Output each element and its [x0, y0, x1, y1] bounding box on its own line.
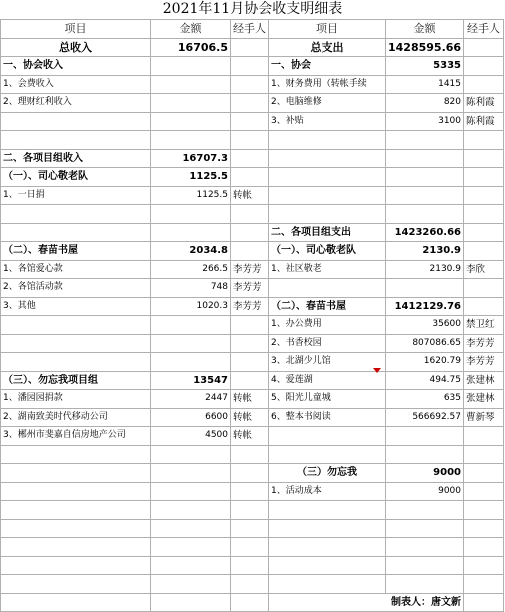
income-item-name: 1、各馆爱心款: [1, 260, 151, 279]
expense-item-amount: 494.75: [386, 371, 464, 390]
empty-cell: [1, 575, 151, 594]
expense-item-handler: 张建林: [464, 390, 504, 409]
income-item-amount: 1125.5: [151, 186, 231, 205]
empty-cell: [464, 242, 504, 261]
empty-cell: [269, 427, 386, 446]
empty-cell: [151, 445, 231, 464]
expense-item-amount: 35600: [386, 316, 464, 335]
income-item-handler: [231, 94, 269, 113]
empty-cell: [1, 334, 151, 353]
empty-cell: [151, 223, 231, 242]
income-group3-title: （三）、勿忘我项目组: [1, 371, 151, 390]
table-row: [1, 390, 504, 409]
expense-item-amount: 9000: [386, 482, 464, 501]
empty-cell: [231, 593, 269, 612]
empty-cell: [464, 464, 504, 483]
empty-cell: [1, 445, 151, 464]
expense-item-name: 1、活动成本: [269, 482, 386, 501]
table-row: [1, 334, 504, 353]
empty-cell: [269, 556, 386, 575]
empty-cell: [464, 593, 504, 612]
empty-cell: [1, 556, 151, 575]
table-row: [1, 538, 504, 557]
expense-item-name: 2、电脑维修: [269, 94, 386, 113]
empty-cell: [269, 205, 386, 224]
table-row: [1, 168, 504, 187]
empty-cell: [231, 556, 269, 575]
empty-cell: [386, 575, 464, 594]
empty-cell: [151, 482, 231, 501]
table-row: [1, 149, 504, 168]
total-income-label: 总收入: [1, 38, 151, 57]
empty-cell: [1, 593, 151, 612]
income-item-name: 1、一日捐: [1, 186, 151, 205]
empty-cell: [231, 242, 269, 261]
income-group1-value: 1125.5: [151, 168, 231, 187]
income-item-name: 1、会费收入: [1, 75, 151, 94]
col-header-amount-right: 金额: [386, 20, 464, 39]
expense-item-amount: 1620.79: [386, 353, 464, 372]
empty-cell: [151, 575, 231, 594]
expense-item-amount: 3100: [386, 112, 464, 131]
empty-cell: [231, 501, 269, 520]
total-expense-label: 总支出: [269, 38, 386, 57]
expense-group1-title: （一）、司心敬老队: [269, 242, 386, 261]
empty-cell: [464, 445, 504, 464]
empty-cell: [464, 149, 504, 168]
empty-cell: [386, 556, 464, 575]
empty-cell: [151, 131, 231, 150]
expense-item-name: 5、阳光儿童城: [269, 390, 386, 409]
table-row: [1, 75, 504, 94]
income-item-amount: [151, 94, 231, 113]
empty-cell: [231, 205, 269, 224]
empty-cell: [151, 593, 231, 612]
empty-cell: [386, 427, 464, 446]
expense-item-handler: 李芳芳: [464, 334, 504, 353]
expense-item-handler: [464, 75, 504, 94]
empty-cell: [231, 38, 269, 57]
empty-cell: [1, 482, 151, 501]
totals-row: [1, 38, 504, 57]
empty-cell: [464, 168, 504, 187]
empty-cell: [464, 519, 504, 538]
table-row: [1, 94, 504, 113]
income-item-amount: 266.5: [151, 260, 231, 279]
empty-cell: [269, 445, 386, 464]
col-header-handler-right: 经手人: [464, 20, 504, 39]
table-row: [1, 279, 504, 298]
empty-cell: [231, 538, 269, 557]
empty-cell: [231, 168, 269, 187]
empty-cell: [464, 186, 504, 205]
empty-cell: [151, 538, 231, 557]
income-item-name: 3、其他: [1, 297, 151, 316]
table-row: [1, 131, 504, 150]
empty-cell: [231, 334, 269, 353]
empty-cell: [1, 205, 151, 224]
expense-item-handler: 李芳芳: [464, 353, 504, 372]
empty-cell: [231, 131, 269, 150]
empty-cell: [231, 223, 269, 242]
col-header-amount-left: 金额: [151, 20, 231, 39]
empty-cell: [1, 519, 151, 538]
expense-item-handler: 陈利霞: [464, 94, 504, 113]
empty-cell: [386, 205, 464, 224]
empty-cell: [269, 501, 386, 520]
empty-cell: [269, 575, 386, 594]
income-item-name: 1、潘园园捐款: [1, 390, 151, 409]
income-group2-title: （二）、春苗书屋: [1, 242, 151, 261]
expense-item-name: 4、爱莲湖: [269, 371, 386, 390]
empty-cell: [269, 149, 386, 168]
income-item-handler: 李芳芳: [231, 260, 269, 279]
empty-cell: [231, 464, 269, 483]
income-item-handler: [231, 75, 269, 94]
footer-row: [1, 593, 504, 612]
income-item-handler: 转帐: [231, 390, 269, 409]
expense-group1-value: 2130.9: [386, 242, 464, 261]
table-row: [1, 575, 504, 594]
income-item-amount: [151, 75, 231, 94]
table-row: [1, 353, 504, 372]
expense-item-amount: 635: [386, 390, 464, 409]
income-item-handler: 李芳芳: [231, 279, 269, 298]
table-row: [1, 223, 504, 242]
empty-cell: [464, 131, 504, 150]
income-section2-title: 二、各项目组收入: [1, 149, 151, 168]
empty-cell: [269, 279, 386, 298]
expense-item-name: 2、书香校园: [269, 334, 386, 353]
income-section2-value: 16707.3: [151, 149, 231, 168]
income-item-amount: 1020.3: [151, 297, 231, 316]
empty-cell: [151, 205, 231, 224]
empty-cell: [464, 205, 504, 224]
table-row: [1, 556, 504, 575]
table-row: [1, 501, 504, 520]
table-row: [1, 464, 504, 483]
empty-cell: [386, 445, 464, 464]
expense-item-name: 3、北湖少儿馆: [269, 353, 386, 372]
empty-cell: [231, 519, 269, 538]
expense-item-name: 3、补贴: [269, 112, 386, 131]
empty-cell: [151, 316, 231, 335]
expense-section1-title: 一、协会: [269, 57, 386, 76]
expense-section2-value: 1423260.66: [386, 223, 464, 242]
expense-item-handler: 禁卫红: [464, 316, 504, 335]
expense-item-handler: 陈利霞: [464, 112, 504, 131]
table-row: [1, 408, 504, 427]
empty-cell: [231, 353, 269, 372]
table-row: [1, 260, 504, 279]
empty-cell: [1, 223, 151, 242]
empty-cell: [464, 427, 504, 446]
empty-cell: [386, 149, 464, 168]
expense-group3-value: 9000: [386, 464, 464, 483]
col-header-item-right: 项目: [269, 20, 386, 39]
col-header-item-left: 项目: [1, 20, 151, 39]
empty-cell: [151, 464, 231, 483]
total-expense-value: 1428595.66: [386, 38, 464, 57]
expense-item-name: 1、财务费用（转帐手续: [269, 75, 386, 94]
table-row: [1, 519, 504, 538]
empty-cell: [151, 519, 231, 538]
expense-group3-title: （三）勿忘我: [269, 464, 386, 483]
table-maker: 制表人：唐文新: [269, 593, 464, 612]
empty-cell: [464, 38, 504, 57]
expense-item-handler: 曹新琴: [464, 408, 504, 427]
income-item-handler: 转帐: [231, 427, 269, 446]
expense-item-amount: 807086.65: [386, 334, 464, 353]
empty-cell: [151, 334, 231, 353]
total-income-value: 16706.5: [151, 38, 231, 57]
empty-cell: [1, 112, 151, 131]
empty-cell: [151, 556, 231, 575]
empty-cell: [1, 464, 151, 483]
empty-cell: [269, 538, 386, 557]
empty-cell: [231, 575, 269, 594]
table-row: [1, 186, 504, 205]
table-row: [1, 427, 504, 446]
empty-cell: [464, 279, 504, 298]
table-row: [1, 57, 504, 76]
table-row: [1, 242, 504, 261]
header-row: [1, 20, 504, 39]
empty-cell: [231, 482, 269, 501]
empty-cell: [231, 57, 269, 76]
empty-cell: [1, 316, 151, 335]
income-item-amount: 6600: [151, 408, 231, 427]
empty-cell: [386, 538, 464, 557]
expense-section1-value: 5335: [386, 57, 464, 76]
income-group3-value: 13547: [151, 371, 231, 390]
expense-item-amount: 2130.9: [386, 260, 464, 279]
expense-item-amount: 566692.57: [386, 408, 464, 427]
empty-cell: [151, 57, 231, 76]
table-row: [1, 112, 504, 131]
empty-cell: [386, 168, 464, 187]
empty-cell: [386, 501, 464, 520]
income-group1-title: （一）、司心敬老队: [1, 168, 151, 187]
empty-cell: [231, 371, 269, 390]
income-group2-value: 2034.8: [151, 242, 231, 261]
empty-cell: [151, 353, 231, 372]
ledger-table: [0, 19, 504, 612]
empty-cell: [464, 556, 504, 575]
table-row: [1, 316, 504, 335]
empty-cell: [464, 538, 504, 557]
empty-cell: [231, 112, 269, 131]
income-item-handler: 李芳芳: [231, 297, 269, 316]
comment-marker-icon: [373, 368, 381, 373]
empty-cell: [464, 501, 504, 520]
expense-item-handler: [464, 482, 504, 501]
empty-cell: [1, 538, 151, 557]
empty-cell: [269, 519, 386, 538]
expense-item-name: 6、整本书阅读: [269, 408, 386, 427]
empty-cell: [1, 131, 151, 150]
income-item-name: 2、理财红利收入: [1, 94, 151, 113]
table-row: [1, 371, 504, 390]
empty-cell: [386, 279, 464, 298]
col-header-handler-left: 经手人: [231, 20, 269, 39]
empty-cell: [269, 168, 386, 187]
expense-item-amount: 1415: [386, 75, 464, 94]
table-row: [1, 205, 504, 224]
empty-cell: [151, 112, 231, 131]
empty-cell: [1, 501, 151, 520]
empty-cell: [464, 57, 504, 76]
empty-cell: [231, 316, 269, 335]
empty-cell: [386, 131, 464, 150]
empty-cell: [464, 297, 504, 316]
empty-cell: [231, 445, 269, 464]
empty-cell: [269, 131, 386, 150]
income-item-name: 2、各馆活动款: [1, 279, 151, 298]
empty-cell: [231, 149, 269, 168]
empty-cell: [386, 186, 464, 205]
empty-cell: [464, 575, 504, 594]
table-row: [1, 445, 504, 464]
expense-group2-value: 1412129.76: [386, 297, 464, 316]
empty-cell: [269, 186, 386, 205]
table-row: [1, 297, 504, 316]
empty-cell: [464, 223, 504, 242]
expense-item-name: 1、办公费用: [269, 316, 386, 335]
income-item-name: 2、湖南致美时代移动公司: [1, 408, 151, 427]
income-item-amount: 2447: [151, 390, 231, 409]
empty-cell: [151, 501, 231, 520]
income-item-handler: 转帐: [231, 186, 269, 205]
empty-cell: [386, 519, 464, 538]
income-item-amount: 4500: [151, 427, 231, 446]
income-section1-title: 一、协会收入: [1, 57, 151, 76]
sheet-title: 2021年11月协会收支明细表: [162, 1, 343, 17]
income-item-amount: 748: [151, 279, 231, 298]
expense-group2-title: （二）、春苗书屋: [269, 297, 386, 316]
empty-cell: [1, 353, 151, 372]
expense-item-name: 1、社区敬老: [269, 260, 386, 279]
expense-item-amount: 820: [386, 94, 464, 113]
income-item-handler: 转帐: [231, 408, 269, 427]
expense-item-handler: 李欣: [464, 260, 504, 279]
income-item-name: 3、郴州市斐嘉自信房地产公司: [1, 427, 151, 446]
expense-item-handler: 张建林: [464, 371, 504, 390]
table-row: [1, 482, 504, 501]
expense-section2-title: 二、各项目组支出: [269, 223, 386, 242]
